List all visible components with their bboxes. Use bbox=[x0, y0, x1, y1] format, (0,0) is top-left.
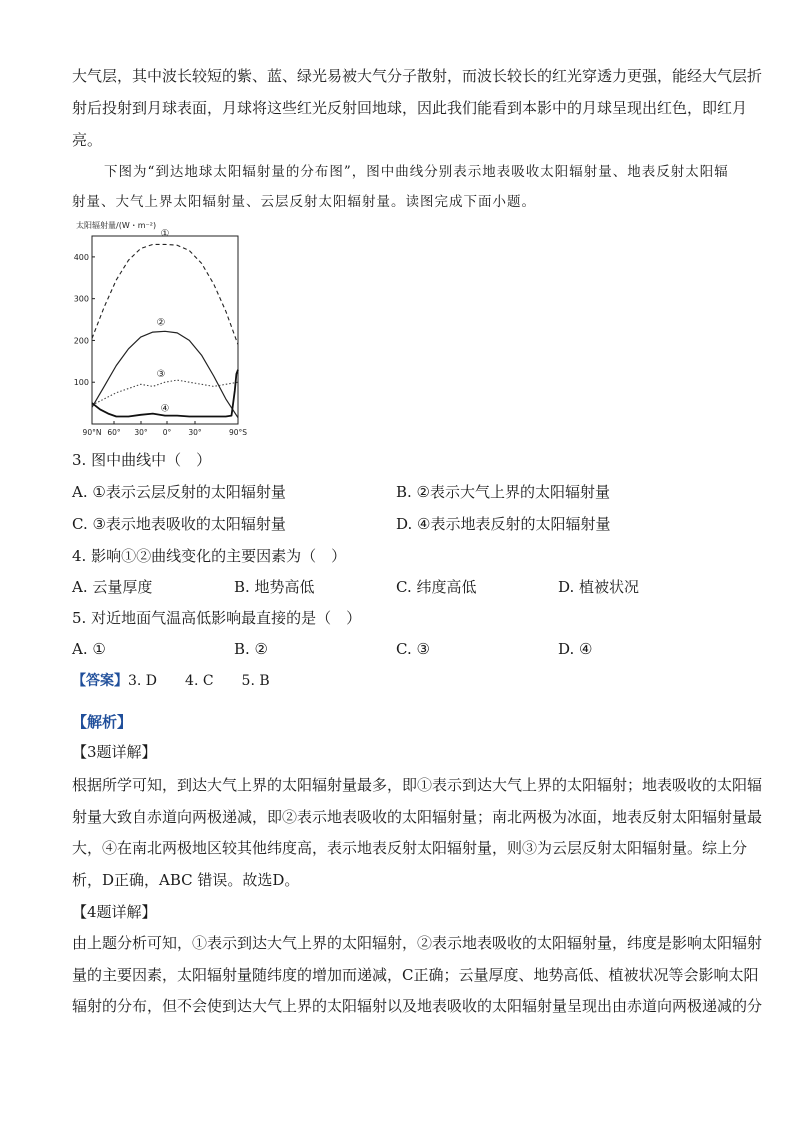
q5-option-d: D. ④ bbox=[558, 640, 593, 658]
chart-svg bbox=[68, 216, 258, 444]
q4-detail-line: 辐射的分布，但不会使到达大气上界的太阳辐射以及地表吸收的太阳辐射量呈现出由赤道向两极递减的分 bbox=[72, 997, 763, 1015]
q4-option-c: C. 纬度高低 bbox=[396, 578, 477, 596]
q4-option-a: A. 云量厚度 bbox=[72, 578, 153, 596]
q3-detail-tag: 【3题详解】 bbox=[72, 743, 157, 761]
q3-option-b: B. ②表示大气上界的太阳辐射量 bbox=[396, 483, 611, 501]
paragraph-line: 亮。 bbox=[72, 131, 103, 149]
x-tick-label: 30° bbox=[134, 428, 148, 437]
series-label: ② bbox=[156, 317, 166, 329]
q3-option-c: C. ③表示地表吸收的太阳辐射量 bbox=[72, 515, 286, 533]
y-tick-label: 100 bbox=[73, 378, 89, 388]
radiation-chart bbox=[68, 216, 258, 444]
q5-option-c: C. ③ bbox=[396, 640, 430, 658]
paragraph-line: 大气层，其中波长较短的紫、蓝、绿光易被大气分子散射，而波长较长的红光穿透力更强，能经大气层折 bbox=[72, 67, 763, 85]
x-tick-label: 60° bbox=[107, 428, 121, 437]
answer-tag: 【答案】 bbox=[72, 673, 128, 689]
y-axis-label: 太阳辐射量/(W・m⁻²) bbox=[76, 221, 157, 230]
y-tick-label: 400 bbox=[73, 252, 89, 262]
q4-detail-line: 由上题分析可知，①表示到达大气上界的太阳辐射，②表示地表吸收的太阳辐射量，纬度是影响太阳辐射 bbox=[72, 934, 763, 952]
q5-option-a: A. ① bbox=[72, 640, 106, 658]
q3-detail-line: 射量大致自赤道向两极递减，即②表示地表吸收的太阳辐射量；南北两极为冰面，地表反射太阳辐射量最 bbox=[72, 808, 763, 826]
x-tick-label: 90°N bbox=[82, 428, 102, 437]
x-tick-label: 90°S bbox=[228, 428, 248, 437]
analysis-tag: 【解析】 bbox=[72, 713, 133, 731]
q5-stem: 5. 对近地面气温高低影响最直接的是（ ） bbox=[72, 609, 362, 627]
q5-option-b: B. ② bbox=[234, 640, 269, 658]
series-label: ① bbox=[160, 228, 170, 240]
y-tick-label: 200 bbox=[73, 336, 89, 346]
q3-detail-line: 根据所学可知，到达大气上界的太阳辐射量最多，即①表示到达大气上界的太阳辐射；地表吸收的太阳辐 bbox=[72, 776, 763, 794]
plot-frame bbox=[92, 236, 238, 424]
q4-option-d: D. 植被状况 bbox=[558, 578, 640, 596]
series-label: ④ bbox=[160, 403, 170, 415]
q3-option-d: D. ④表示地表反射的太阳辐射量 bbox=[396, 515, 611, 533]
answer-text: 3. D 4. C 5. B bbox=[128, 673, 270, 689]
q3-detail-line: 大，④在南北两极地区较其他纬度高，表示地表反射太阳辐射量，则③为云层反射太阳辐射量。综上分 bbox=[72, 839, 748, 857]
analysis-line bbox=[72, 712, 132, 732]
series-line bbox=[92, 380, 238, 405]
answer-line bbox=[72, 671, 270, 691]
q4-detail-line: 量的主要因素，太阳辐射量随纬度的增加而递减，C正确；云量厚度、地势高低、植被状况等会影响太阳 bbox=[72, 966, 759, 984]
x-tick-label: 30° bbox=[188, 428, 202, 437]
paragraph-line: 射后投射到月球表面，月球将这些红光反射回地球，因此我们能看到本影中的月球呈现出红色，即红月 bbox=[72, 99, 748, 117]
q3-detail-line: 析，D正确，ABC 错误。故选D。 bbox=[72, 871, 300, 889]
q3-option-a: A. ①表示云层反射的太阳辐射量 bbox=[72, 483, 286, 501]
q4-option-b: B. 地势高低 bbox=[234, 578, 315, 596]
q3-stem: 3. 图中曲线中（ ） bbox=[72, 451, 212, 469]
intro-line: 射量、大气上界太阳辐射量、云层反射太阳辐射量。读图完成下面小题。 bbox=[72, 194, 536, 210]
series-line bbox=[92, 244, 238, 344]
y-tick-label: 300 bbox=[73, 294, 89, 304]
x-tick-label: 0° bbox=[162, 428, 172, 437]
q4-stem: 4. 影响①②曲线变化的主要因素为（ ） bbox=[72, 547, 347, 565]
series-label: ③ bbox=[156, 369, 166, 381]
q4-detail-tag: 【4题详解】 bbox=[72, 903, 157, 921]
intro-line: 下图为“到达地球太阳辐射量的分布图”，图中曲线分别表示地表吸收太阳辐射量、地表反射太阳辐 bbox=[104, 164, 729, 180]
